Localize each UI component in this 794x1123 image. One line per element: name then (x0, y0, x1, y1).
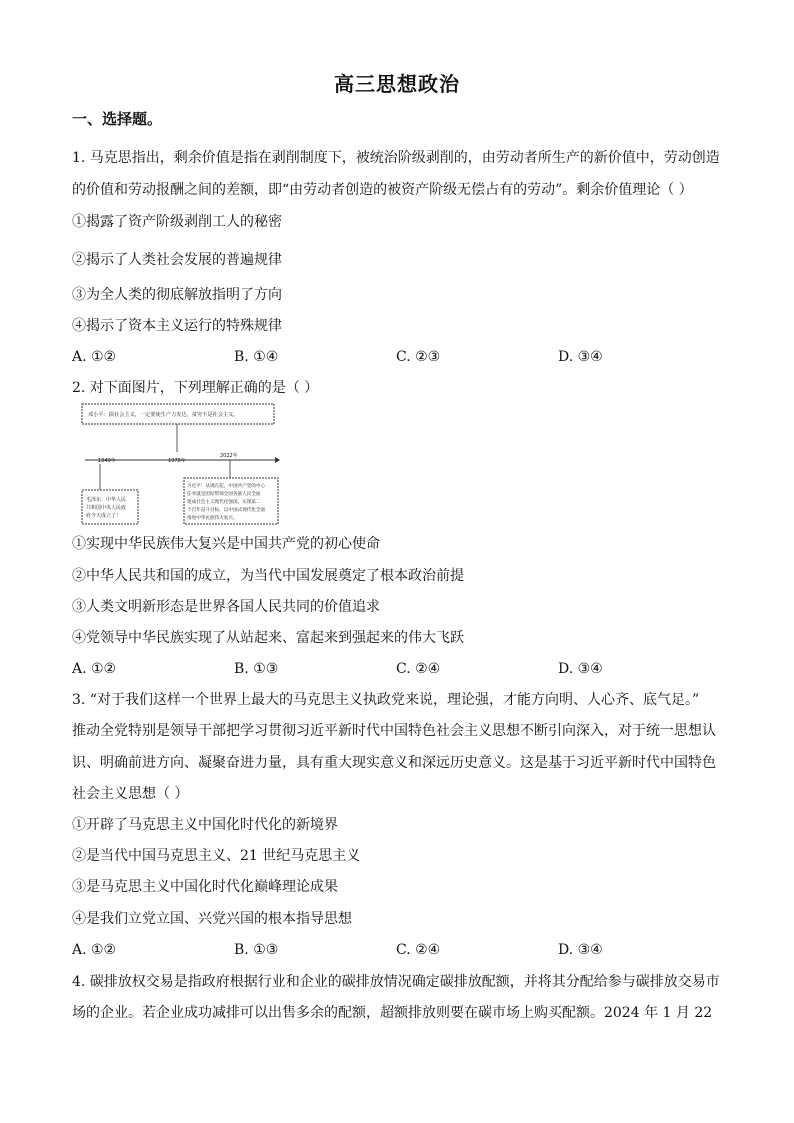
q3-option-d[interactable]: D. ③④ (558, 942, 603, 958)
q3-option-b[interactable]: B. ①③ (234, 942, 279, 958)
q4-stem-line-1: 4. 碳排放权交易是指政府根据行业和企业的碳排放情况确定碳排放配额，并将其分配给参与碳排放交易市 (72, 974, 720, 990)
q2-stem-line-1: 2. 对下面图片，下列理解正确的是（ ） (72, 380, 319, 396)
q3-stem-line-1: 3. “对于我们这样一个世界上最大的马克思主义执政党来说，理论强，才能方向明、人心齐、底气足。” (72, 692, 700, 708)
q4-stem-line-2: 场的企业。若企业成功减排可以出售多余的配额，超额排放则要在碳市场上购买配额。2024 年 1 月 22 (72, 1005, 713, 1021)
q3-option-c[interactable]: C. ②④ (396, 942, 441, 958)
left-box-line-2: 共和国中央人民政 (86, 505, 127, 511)
q3-item-2: ②是当代中国马克思主义、21 世纪马克思主义 (72, 848, 361, 864)
q1-item-2: ②揭示了人类社会发展的普遍规律 (72, 252, 282, 268)
q2-item-3: ③人类文明新形态是世界各国人民共同的价值追求 (72, 599, 380, 615)
page-title: 高三思想政治 (334, 72, 460, 96)
year-2022: 2022年 (220, 453, 238, 459)
q1-option-d[interactable]: D. ③④ (558, 349, 603, 365)
q2-item-4: ④党领导中华民族实现了从站起来、富起来到强起来的伟大飞跃 (72, 630, 464, 646)
q3-stem-line-4: 社会主义思想（ ） (72, 786, 189, 802)
q1-item-4: ④揭示了资本主义运行的特殊规律 (72, 318, 282, 334)
q3-option-a[interactable]: A. ①② (72, 942, 117, 958)
q2-item-1: ①实现中华民族伟大复兴是中国共产党的初心使命 (72, 536, 380, 552)
left-box-line-3: 府今天成立了！ (86, 513, 122, 519)
q3-item-1: ①开辟了马克思主义中国化时代化的新境界 (72, 817, 338, 833)
q3-stem-line-2: 推动全党特别是领导干部把学习贯彻习近平新时代中国特色社会主义思想不断引向深入，对于统一思想认 (72, 723, 716, 739)
right-box-line-1: 习近平：从现在起，中国共产党的中心 (187, 484, 266, 489)
q2-option-d[interactable]: D. ③④ (558, 661, 603, 677)
q1-stem-line-1: 1. 马克思指出，剩余价值是指在剥削制度下，被统治阶级剥削的，由劳动者所生产的新价值中，劳动创造 (72, 150, 720, 166)
q2-option-c[interactable]: C. ②④ (396, 661, 441, 677)
q2-option-a[interactable]: A. ①② (72, 661, 117, 677)
section-heading: 一、选择题。 (72, 110, 163, 128)
year-1949: 1949年 (98, 458, 116, 464)
right-box-line-5: 推进中华民族伟大复兴。 (187, 516, 238, 521)
left-box-line-1: 毛泽东：中华人民 (86, 497, 127, 503)
q1-stem-line-2: 的价值和劳动报酬之间的差额，即“由劳动者创造的被资产阶级无偿占有的劳动”。剩余价值理论（ ） (72, 182, 693, 198)
right-box-line-3: 建成社会主义现代化强国、实现第二 (187, 500, 261, 505)
q1-option-a[interactable]: A. ①② (72, 349, 117, 365)
q2-item-2: ②中华人民共和国的成立，为当代中国发展奠定了根本政治前提 (72, 568, 464, 584)
q3-stem-line-3: 识、明确前进方向、凝聚奋进力量，具有重大现实意义和深远历史意义。这是基于习近平新时代中国特色 (72, 755, 716, 771)
right-box-line-2: 任务就是团结带领全国各族人民全面 (187, 492, 261, 497)
top-box-text: 邓小平：搞社会主义，一定要使生产力发达，贫穷不是社会主义。 (88, 412, 239, 418)
q1-option-b[interactable]: B. ①④ (234, 349, 279, 365)
q3-item-4: ④是我们立党立国、兴党兴国的根本指导思想 (72, 911, 352, 927)
year-1978: 1978年 (168, 458, 186, 464)
q1-item-1: ①揭露了资产阶级剥削工人的秘密 (72, 214, 282, 230)
q1-item-3: ③为全人类的彻底解放指明了方向 (72, 287, 282, 303)
timeline-figure (80, 402, 280, 528)
right-box-line-4: 个百年奋斗目标，以中国式现代化全面 (187, 508, 266, 513)
q2-option-b[interactable]: B. ①③ (234, 661, 279, 677)
q3-item-3: ③是马克思主义中国化时代化巅峰理论成果 (72, 879, 338, 895)
q1-option-c[interactable]: C. ②③ (396, 349, 441, 365)
